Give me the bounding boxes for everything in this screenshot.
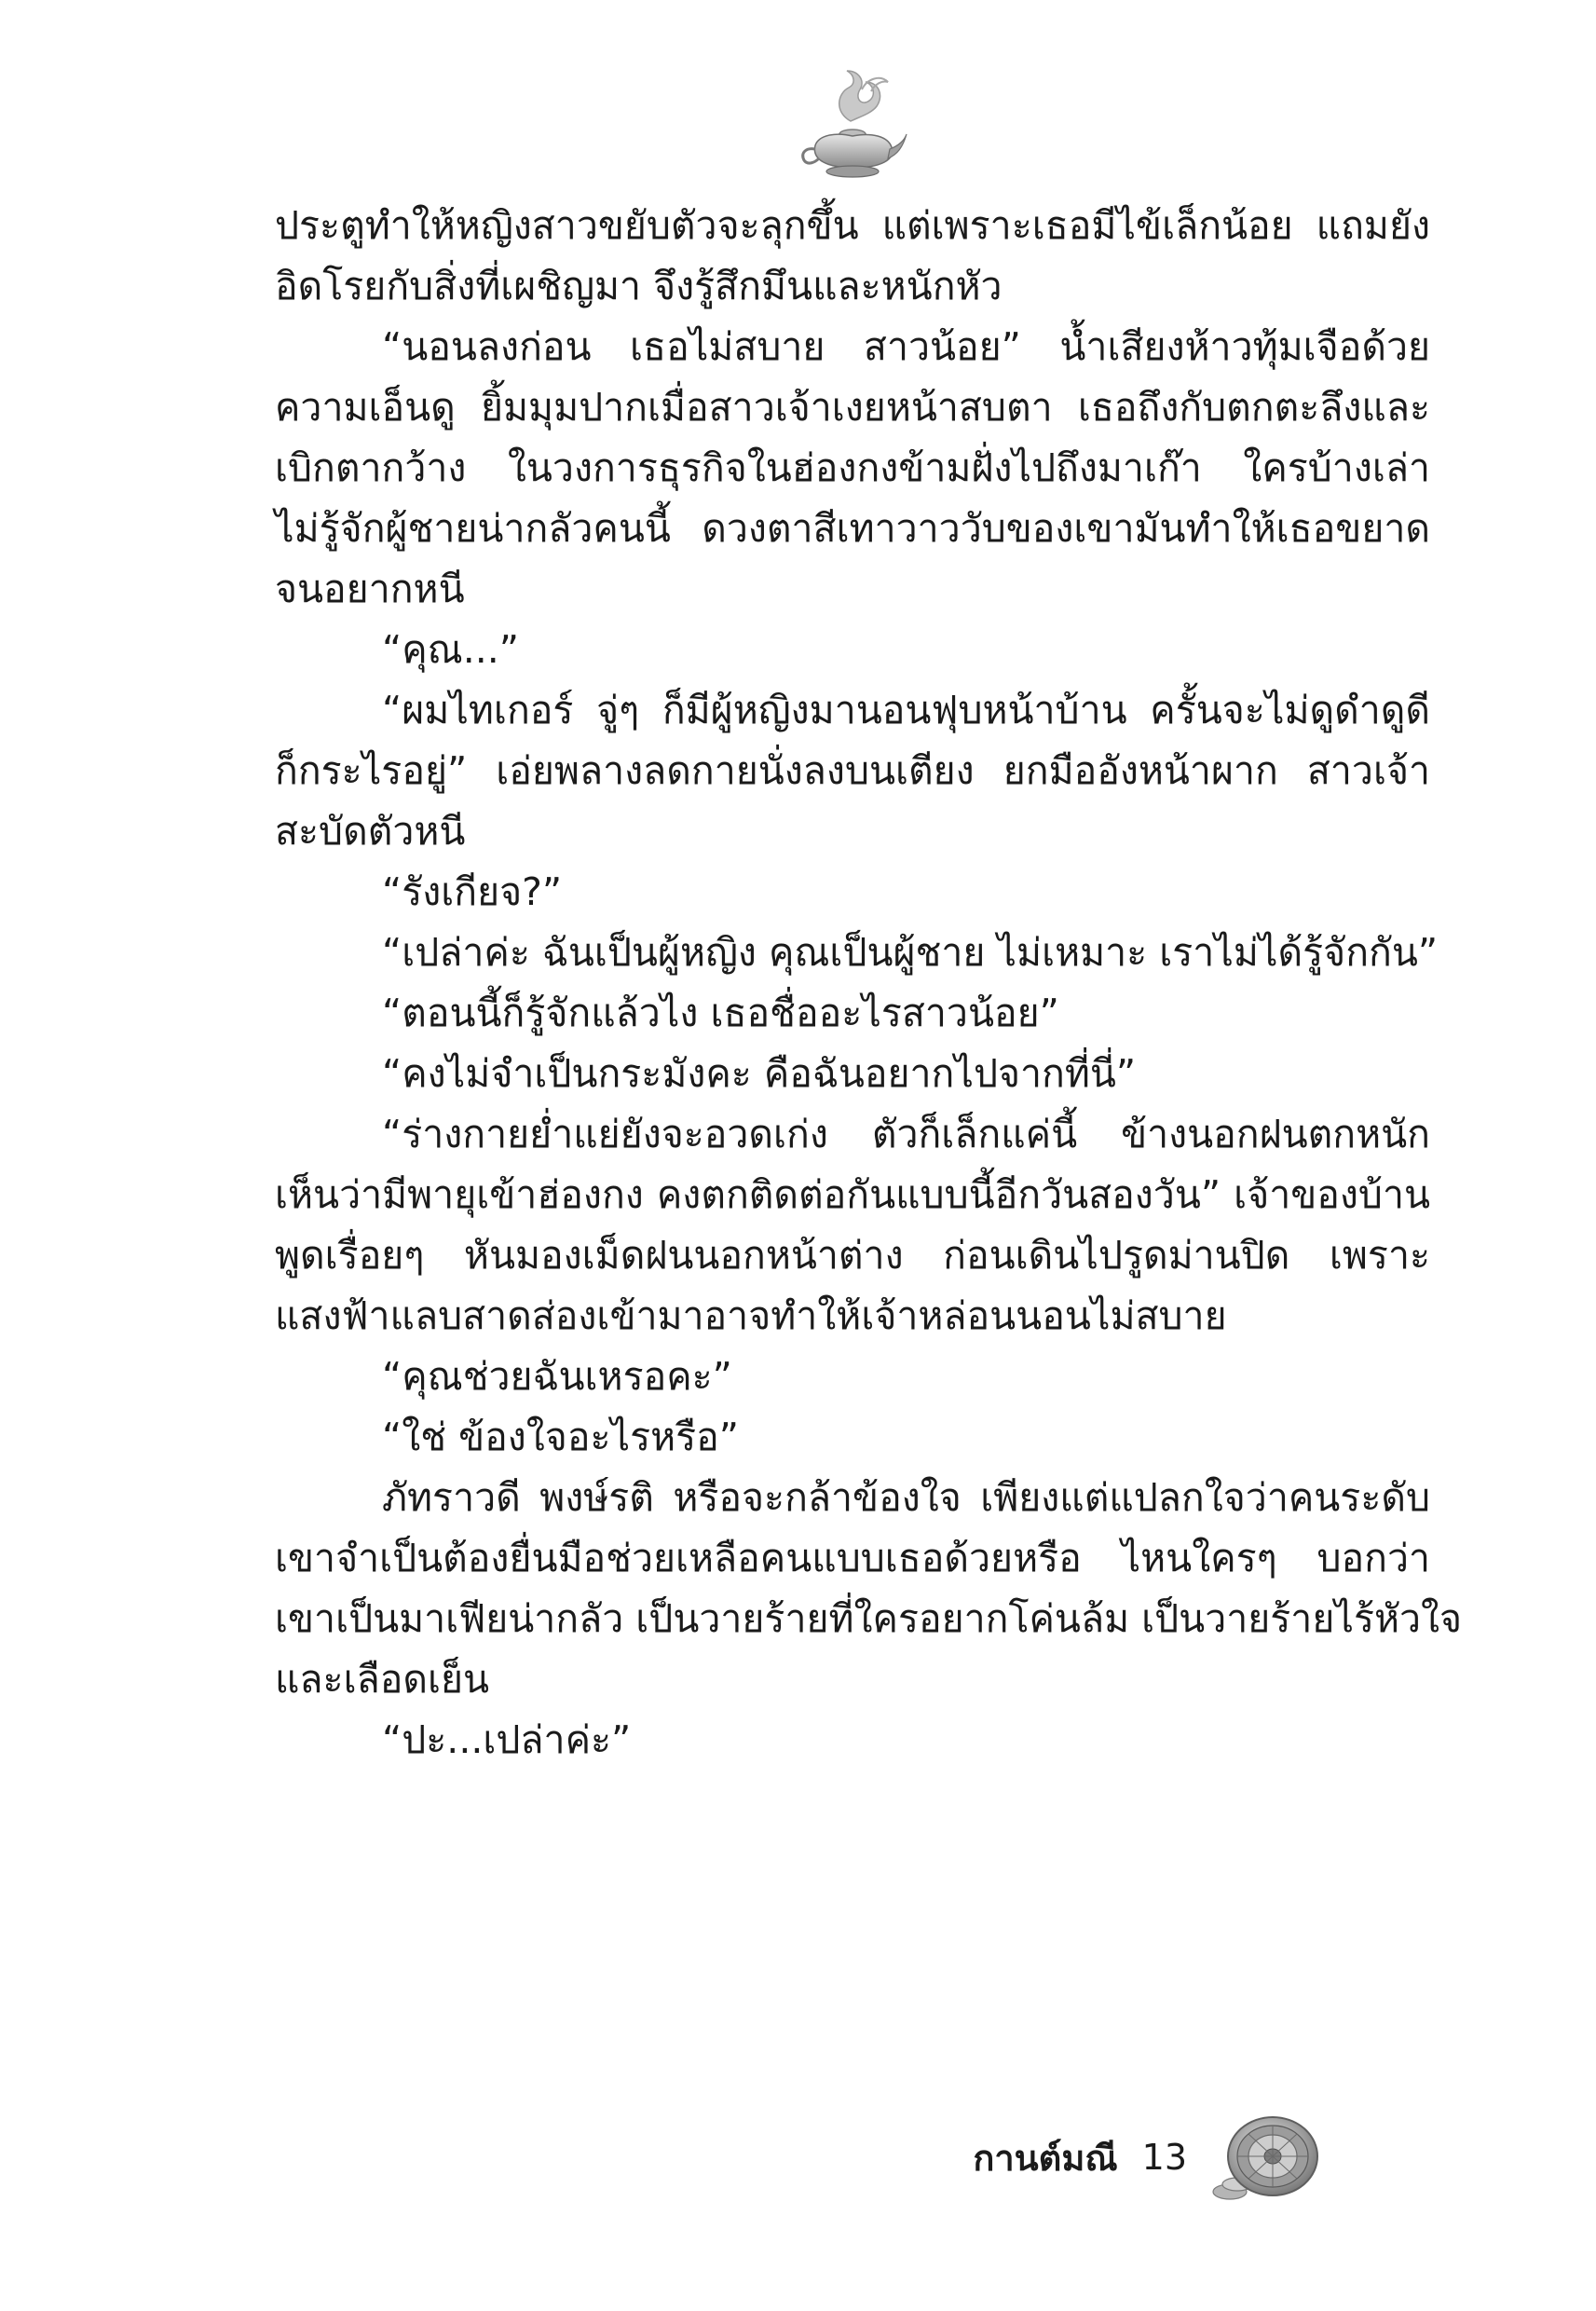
text-line: เห็นว่ามีพายุเข้าฮ่องกง คงตกติดต่อกันแบบนี้อีกวันสองวัน” เจ้าของบ้าน bbox=[275, 1172, 1430, 1217]
text-line: พูดเรื่อยๆ หันมองเม็ดฝนนอกหน้าต่าง ก่อนเดินไปรูดม่านปิด เพราะ bbox=[275, 1233, 1430, 1278]
text-line: เขาจำเป็นต้องยื่นมือช่วยเหลือคนแบบเธอด้วยหรือ ไหนใครๆ บอกว่า bbox=[275, 1536, 1430, 1580]
text-line: ประตูทำให้หญิงสาวขยับตัวจะลุกขึ้น แต่เพราะเธอมีไข้เล็กน้อย แถมยัง bbox=[275, 203, 1430, 248]
text-line: ก็กระไรอยู่” เอ่ยพลางลดกายนั่งลงบนเตียง ยกมืออังหน้าผาก สาวเจ้า bbox=[275, 748, 1430, 793]
roulette-wheel-icon bbox=[1209, 2106, 1321, 2208]
text-line: อิดโรยกับสิ่งที่เผชิญมา จึงรู้สึกมึนและหนักหัว bbox=[275, 264, 1003, 308]
body-text bbox=[275, 196, 1463, 1771]
text-line: “รังเกียจ?” bbox=[382, 869, 563, 914]
page-footer bbox=[973, 2101, 1321, 2213]
text-line: “คุณ...” bbox=[382, 627, 520, 672]
text-line: ภัทราวดี พงษ์รติ หรือจะกล้าข้องใจ เพียงแต่แปลกใจว่าคนระดับ bbox=[382, 1475, 1430, 1520]
book-title: กานต์มณี bbox=[973, 2137, 1118, 2179]
text-line: “ตอนนี้ก็รู้จักแล้วไง เธอชื่ออะไรสาวน้อย” bbox=[382, 991, 1059, 1035]
text-line: สะบัดตัวหนี bbox=[275, 809, 466, 854]
text-line: แสงฟ้าแลบสาดส่องเข้ามาอาจทำให้เจ้าหล่อนนอนไม่สบาย bbox=[275, 1293, 1227, 1338]
page-number: 13 bbox=[1141, 2137, 1187, 2178]
text-line: ความเอ็นดู ยิ้มมุมปากเมื่อสาวเจ้าเงยหน้าสบตา เธอถึงกับตกตะลึงและ bbox=[275, 385, 1430, 430]
text-line: และเลือดเย็น bbox=[275, 1657, 490, 1702]
text-line: “นอนลงก่อน เธอไม่สบาย สาวน้อย” น้ำเสียงห้าวทุ้มเจือด้วย bbox=[382, 324, 1430, 369]
text-line: “คุณช่วยฉันเหรอคะ” bbox=[382, 1354, 732, 1399]
text-line: “เปล่าค่ะ ฉันเป็นผู้หญิง คุณเป็นผู้ชาย ไม่เหมาะ เราไม่ได้รู้จักกัน” bbox=[382, 930, 1439, 975]
text-line: “ผมไทเกอร์ จู่ๆ ก็มีผู้หญิงมานอนฟุบหน้าบ้าน ครั้นจะไม่ดูดำดูดี bbox=[382, 688, 1430, 732]
text-line: “ใช่ ข้องใจอะไรหรือ” bbox=[382, 1415, 740, 1459]
text-line: เขาเป็นมาเฟียน่ากลัว เป็นวายร้ายที่ใครอยากโค่นล้ม เป็นวายร้ายไร้หัวใจ bbox=[275, 1596, 1463, 1641]
genie-lamp-icon bbox=[797, 56, 908, 186]
text-line: ไม่รู้จักผู้ชายน่ากลัวคนนี้ ดวงตาสีเทาวาววับของเขามันทำให้เธอขยาด bbox=[275, 506, 1430, 551]
text-line: จนอยากหนี bbox=[275, 567, 465, 611]
text-line: เบิกตากว้าง ในวงการธุรกิจในฮ่องกงข้ามฝั่งไปถึงมาเก๊า ใครบ้างเล่า bbox=[275, 445, 1430, 490]
text-line: “ปะ...เปล่าค่ะ” bbox=[382, 1717, 632, 1762]
text-line: “ร่างกายย่ำแย่ยังจะอวดเก่ง ตัวก็เล็กแค่นี้ ข้างนอกฝนตกหนัก bbox=[382, 1112, 1430, 1156]
text-line: “คงไม่จำเป็นกระมังคะ คือฉันอยากไปจากที่นี่” bbox=[382, 1051, 1137, 1096]
